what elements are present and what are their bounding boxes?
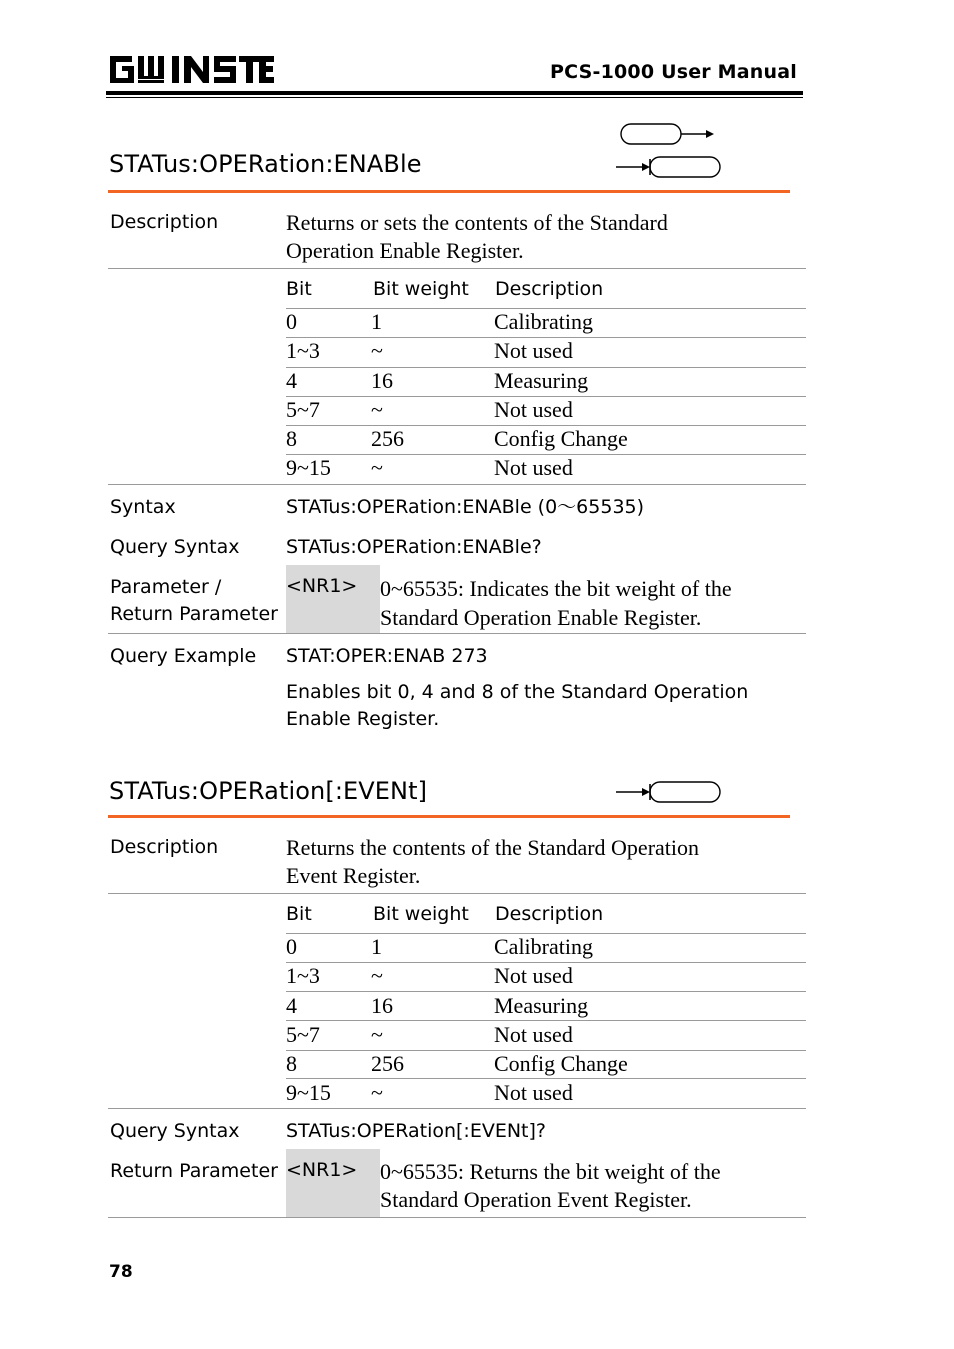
divider [108,633,806,634]
parameter-name: <NR1> [286,1159,358,1181]
description-label: Description [110,836,219,858]
table-cell: Calibrating [494,309,593,334]
bit-table [286,278,806,485]
table-cell: Calibrating [494,934,593,959]
gw-instek-logo [108,52,278,86]
table-cell: ~ [371,338,383,363]
table-cell: 9~15 [286,1080,331,1105]
table-header-weight: Bit weight [373,278,469,300]
table-cell: Measuring [494,368,589,393]
table-cell: 16 [371,993,393,1018]
table-header-bit: Bit [286,903,312,925]
description-label: Description [110,211,219,233]
table-cell: ~ [371,1080,383,1105]
table-cell: 4 [286,368,297,393]
section-rule [108,190,790,193]
table-cell: ~ [371,455,383,480]
table-cell: Not used [494,455,573,480]
divider [108,1217,806,1218]
table-cell: 256 [371,1051,404,1076]
table-cell: Config Change [494,426,628,451]
bit-table [286,903,806,1110]
table-cell: 0 [286,934,297,959]
parameter-name: <NR1> [286,575,358,597]
table-cell: 16 [371,368,393,393]
query-command-icon [614,780,724,806]
query-syntax-text: STATus:OPERation:ENABle? [286,536,542,558]
table-cell: Measuring [494,993,589,1018]
document-title: PCS-1000 User Manual [549,61,797,83]
divider [108,484,806,485]
query-example-description: Enables bit 0, 4 and 8 of the Standard Operation Enable Register. [286,681,749,730]
divider [108,893,806,894]
table-cell: 8 [286,1051,297,1076]
table-header-description: Description [495,278,604,300]
table-cell: 4 [286,993,297,1018]
parameter-description: 0~65535: Returns the bit weight of the Standard Operation Event Register. [380,1159,721,1212]
table-cell: 256 [371,426,404,451]
parameter-description: 0~65535: Indicates the bit weight of the Standard Operation Enable Register. [380,576,732,630]
table-cell: 1~3 [286,338,320,363]
table-cell: Not used [494,397,573,422]
return-parameter-label: Return Parameter [110,1160,278,1182]
table-cell: ~ [371,1022,383,1047]
section-rule [108,815,790,818]
table-header-bit: Bit [286,278,312,300]
divider [108,1108,806,1109]
divider [108,268,806,269]
table-cell: 8 [286,426,297,451]
table-cell: 1 [371,934,382,959]
table-cell: Not used [494,963,573,988]
query-syntax-text: STATus:OPERation[:EVENt]? [286,1120,546,1142]
header-rule-thin [106,97,803,98]
query-command-icon [614,155,724,181]
table-cell: 1 [371,309,382,334]
description-text: Returns or sets the contents of the Standard Operation Enable Register. [286,210,668,263]
table-cell: Not used [494,1022,573,1047]
table-cell: ~ [371,397,383,422]
table-cell: ~ [371,963,383,988]
syntax-label: Syntax [110,496,176,518]
query-example-label: Query Example [110,645,257,667]
table-cell: Not used [494,338,573,363]
table-header-description: Description [495,903,604,925]
query-example-command: STAT:OPER:ENAB 273 [286,645,488,667]
page-number: 78 [109,1262,133,1282]
query-syntax-label: Query Syntax [110,536,240,558]
parameter-label: Parameter / Return Parameter [110,576,278,625]
section-title-event: STATus:OPERation[:EVENt] [109,777,428,805]
syntax-text: STATus:OPERation:ENABle (0～65535) [286,496,645,518]
table-cell: 5~7 [286,397,320,422]
section-title-enable: STATus:OPERation:ENABle [109,150,422,178]
table-cell: 9~15 [286,455,331,480]
table-cell: 5~7 [286,1022,320,1047]
header-rule-thick [106,91,803,95]
table-cell: 0 [286,309,297,334]
table-cell: Not used [494,1080,573,1105]
table-header-weight: Bit weight [373,903,469,925]
description-text: Returns the contents of the Standard Operation Event Register. [286,835,700,888]
query-syntax-label: Query Syntax [110,1120,240,1142]
table-cell: Config Change [494,1051,628,1076]
table-cell: 1~3 [286,963,320,988]
